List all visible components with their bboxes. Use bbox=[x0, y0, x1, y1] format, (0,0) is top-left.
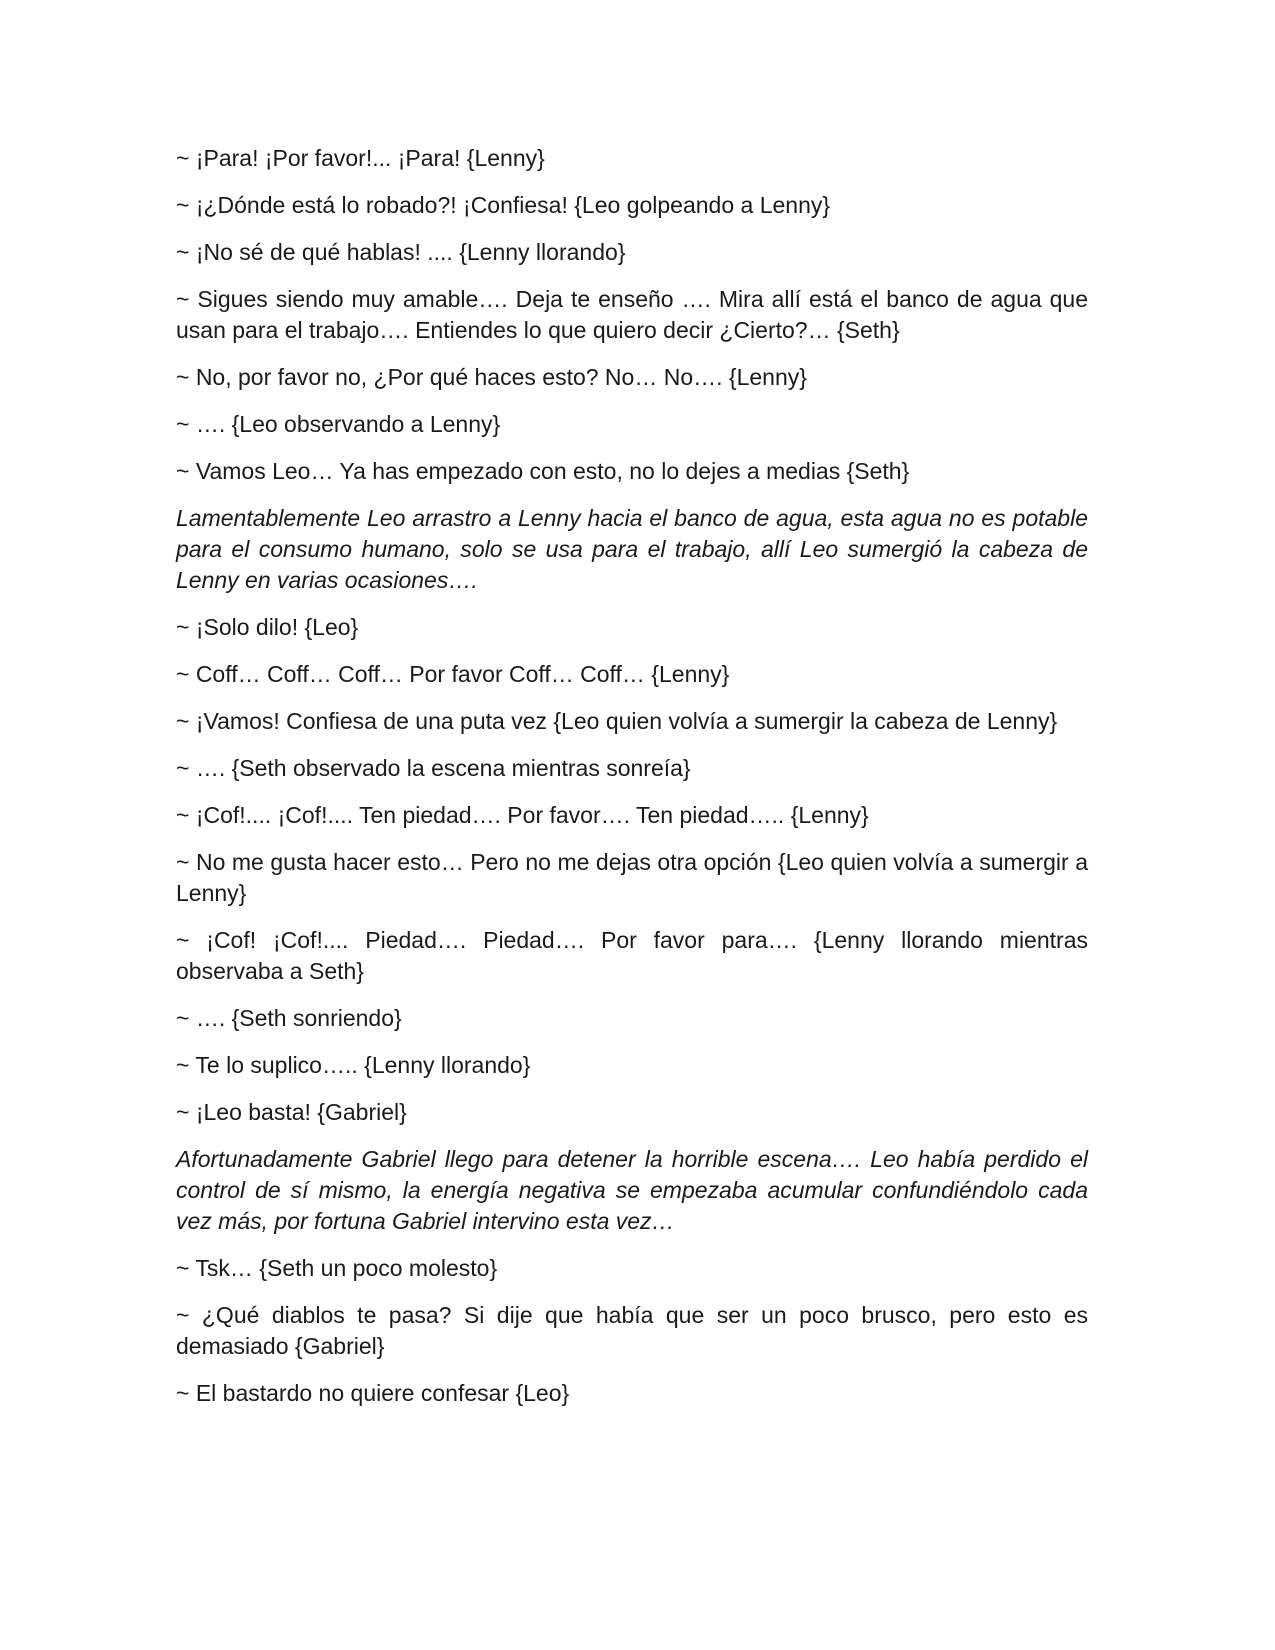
dialogue-line: ~ Tsk… {Seth un poco molesto} bbox=[176, 1255, 498, 1281]
dialogue-line: ~ ¡Para! ¡Por favor!... ¡Para! {Lenny} bbox=[176, 145, 545, 171]
dialogue-line: ~ ¡Vamos! Confiesa de una puta vez {Leo quien volvía a sumergir la cabeza de Lenny} bbox=[176, 708, 1058, 734]
dialogue-line: ~ ¡No sé de qué hablas! .... {Lenny llorando} bbox=[176, 239, 626, 265]
dialogue-line: ~ Vamos Leo… Ya has empezado con esto, no lo dejes a medias {Seth} bbox=[176, 458, 910, 484]
dialogue-line: ~ No me gusta hacer esto… Pero no me dejas otra opción {Leo quien volvía a sumergir a Lenny} bbox=[176, 849, 1088, 906]
dialogue-line: ~ Sigues siendo muy amable…. Deja te enseño …. Mira allí está el banco de agua que usan para el trabajo…. Entiendes lo que quiero decir ¿Cierto?… {Seth} bbox=[176, 286, 1088, 343]
narration-paragraph: Lamentablemente Leo arrastro a Lenny hacia el banco de agua, esta agua no es potable para el consumo humano, solo se usa para el trabajo, allí Leo sumergió la cabeza de Lenny en varias ocasiones…. bbox=[176, 505, 1088, 593]
dialogue-line: ~ …. {Seth observado la escena mientras sonreía} bbox=[176, 755, 691, 781]
narration-paragraph: Afortunadamente Gabriel llego para detener la horrible escena…. Leo había perdido el control de sí mismo, la energía negativa se empezaba acumular confundiéndolo cada vez más, por fortuna Gabriel intervino esta vez… bbox=[176, 1146, 1088, 1234]
dialogue-line: ~ No, por favor no, ¿Por qué haces esto? No… No…. {Lenny} bbox=[176, 364, 807, 390]
dialogue-line: ~ ¡Solo dilo! {Leo} bbox=[176, 614, 359, 640]
dialogue-line: ~ ¡¿Dónde está lo robado?! ¡Confiesa! {Leo golpeando a Lenny} bbox=[176, 192, 831, 218]
dialogue-line: ~ Te lo suplico….. {Lenny llorando} bbox=[176, 1052, 531, 1078]
dialogue-line: ~ …. {Leo observando a Lenny} bbox=[176, 411, 501, 437]
dialogue-line: ~ …. {Seth sonriendo} bbox=[176, 1005, 402, 1031]
dialogue-line: ~ ¡Cof! ¡Cof!.... Piedad…. Piedad…. Por favor para…. {Lenny llorando mientras observaba a Seth} bbox=[176, 927, 1088, 984]
dialogue-line: ~ El bastardo no quiere confesar {Leo} bbox=[176, 1380, 570, 1406]
dialogue-line: ~ Coff… Coff… Coff… Por favor Coff… Coff… {Lenny} bbox=[176, 661, 730, 687]
document-page bbox=[176, 143, 1088, 1425]
dialogue-line: ~ ¡Cof!.... ¡Cof!.... Ten piedad…. Por favor…. Ten piedad….. {Lenny} bbox=[176, 802, 869, 828]
dialogue-line: ~ ¿Qué diablos te pasa? Si dije que había que ser un poco brusco, pero esto es demasiado {Gabriel} bbox=[176, 1302, 1088, 1359]
dialogue-line: ~ ¡Leo basta! {Gabriel} bbox=[176, 1099, 407, 1125]
